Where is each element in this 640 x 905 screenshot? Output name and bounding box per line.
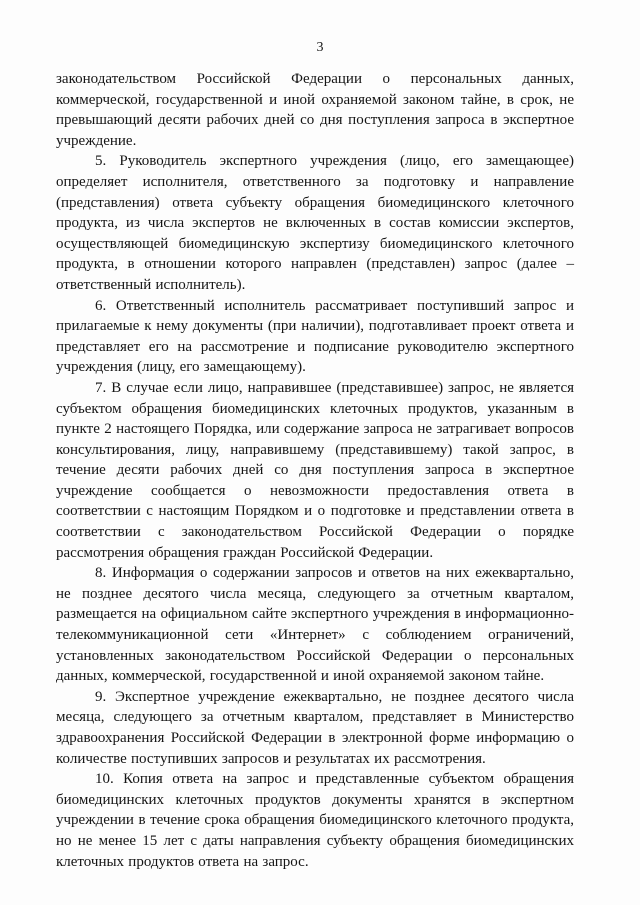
paragraph-item-6: 6. Ответственный исполнитель рассматривает поступивший запрос и прилагаемые к нему документы (при наличии), подготавливает проект ответа и представляет его на рассмотрение и подписание руководителю экспертного учреждения (лицу, его замещающему). [56,297,574,376]
paragraph-item-10: 10. Копия ответа на запрос и представленные субъектом обращения биомедицинских клеточных продуктов документы хранятся в экспертном учреждении в течение срока обращения биомедицинского клеточного продукта, но не менее 15 лет с даты направления субъекту обращения биомедицинских клеточных продуктов ответа на запрос. [56,771,574,870]
page-number: 3 [316,40,324,55]
paragraph-item-7: 7. В случае если лицо, направившее (представившее) запрос, не является субъектом обращения биомедицинских клеточных продуктов, указанным в пункте 2 настоящего Порядка, или содержание запроса не затрагивает вопросов консультирования, лицу, направившему (представившему) такой запрос, в течение десяти рабочих дней со дня поступления запроса в экспертное учреждение сообщается о невозможности предоставления ответа в соответствии с настоящим Порядком и о подготовке и представлении ответа в соответствии с законодательством Российской Федерации о порядке рассмотрения обращения граждан Российской Федерации. [56,379,574,561]
document-body [56,69,574,872]
paragraph-item-9: 9. Экспертное учреждение ежеквартально, не позднее десятого числа месяца, следующего за отчетным кварталом, представляет в Министерство здравоохранения Российской Федерации в электронной форме информацию о количестве поступивших запросов и результатах их рассмотрения. [56,688,574,767]
paragraph-continuation: законодательством Российской Федерации о персональных данных, коммерческой, государственной и иной охраняемой законом тайне, в срок, не превышающий десяти рабочих дней со дня поступления запроса в экспертное учреждение. [56,71,574,149]
paragraph-item-5: 5. Руководитель экспертного учреждения (лицо, его замещающее) определяет исполнителя, ответственного за подготовку и направление (представления) ответа субъекту обращения биомедицинского клеточного продукта, из числа экспертов не включенных в состав комиссии экспертов, осуществляющей биомедицинскую экспертизу биомедицинского клеточного продукта, в отношении которого направлен (представлен) запрос (далее – ответственный исполнитель). [56,153,574,293]
paragraph-item-8: 8. Информация о содержании запросов и ответов на них ежеквартально, не позднее десятого числа месяца, следующего за отчетным кварталом, размещается на официальном сайте экспертного учреждения в информационно-телекоммуникационной сети «Интернет» с соблюдением ограничений, установленных законодательством Российской Федерации о персональных данных, коммерческой, государственной и иной охраняемой законом тайне. [56,565,574,685]
